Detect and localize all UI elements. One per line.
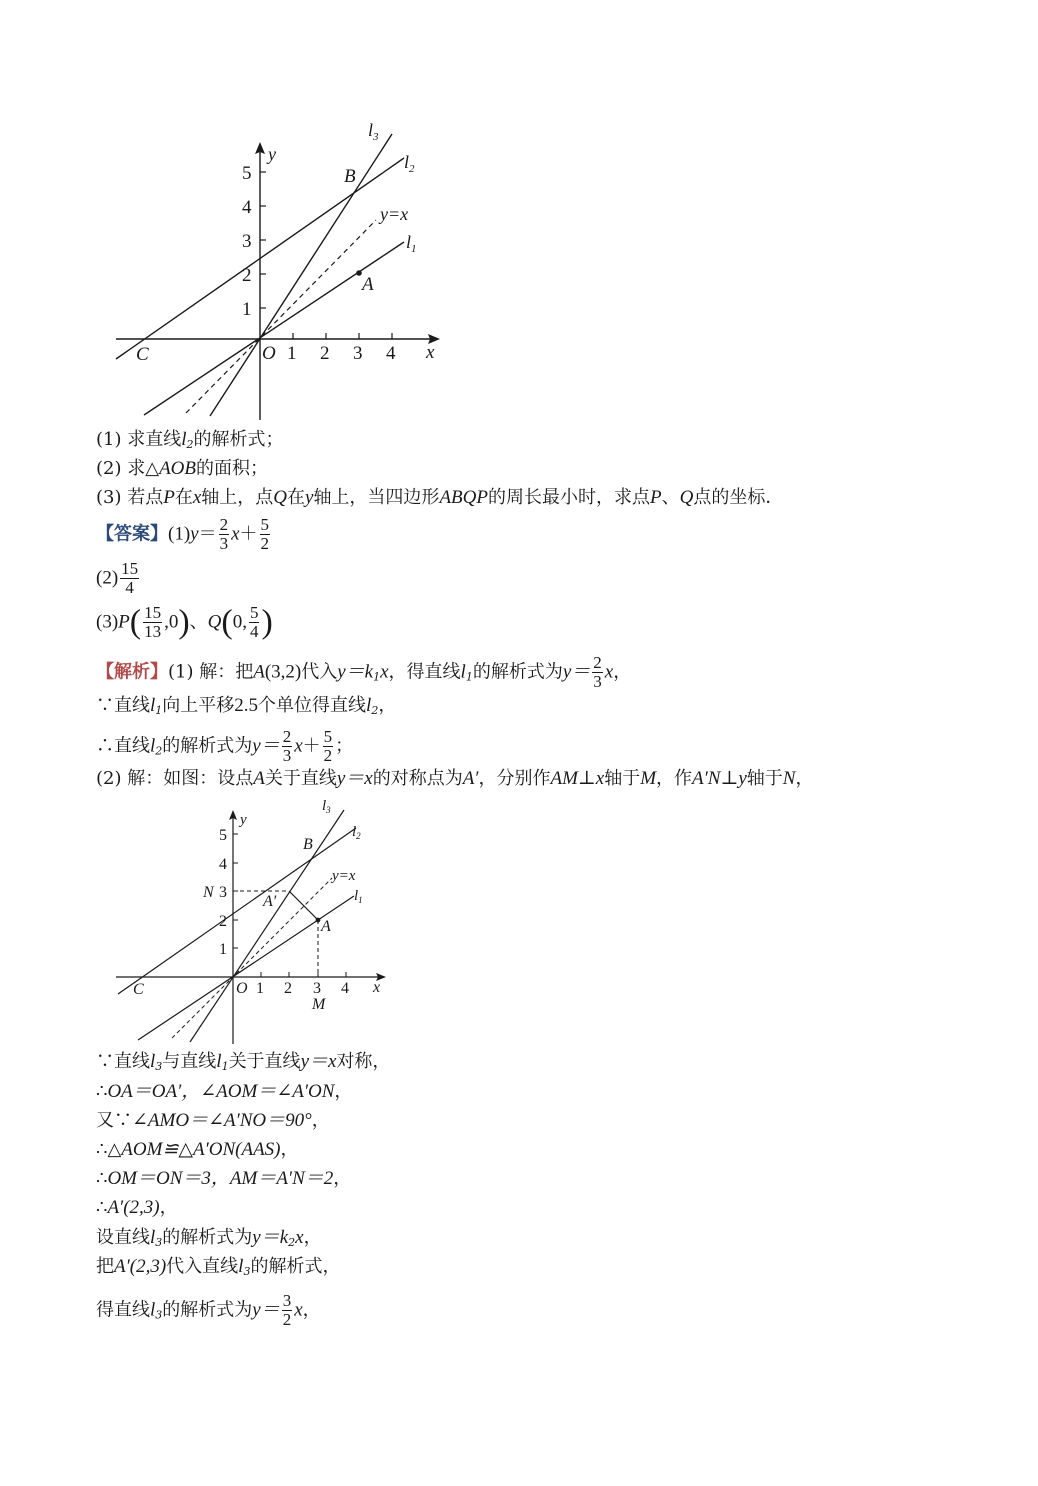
label-l1: $l_1$	[354, 888, 363, 905]
label-l3: $l_3$	[368, 120, 379, 143]
answer-1: 【答案】(1)y＝ $\frac{2}{3}$ x＋ $\frac{5}{2}$	[96, 515, 270, 553]
analysis-step-2: ∵直线$l_1$向上平移2.5个单位得直线$l_2$，	[96, 695, 397, 717]
y-tick-label: 4	[219, 856, 227, 873]
question-3: (3) 若点P在x轴上，点Q在y轴上，当四边形ABQP的周长最小时，求点P、Q点的坐标．	[96, 487, 784, 508]
y-axis-label: y	[240, 812, 247, 828]
x-tick-label: 1	[256, 980, 264, 997]
proof-line: 把A′(2,3)代入直线$l_3$的解析式，	[96, 1256, 341, 1278]
fraction: $\frac{3}{2}$	[282, 1291, 292, 1329]
line-l1	[144, 242, 404, 415]
question-2: (2) 求△AOB的面积；	[96, 458, 268, 479]
analysis-step-3: ∴直线$l_2$的解析式为y＝ $\frac{2}{3}$ x＋ $\frac{5}{2}$ ；	[96, 727, 354, 765]
proof-line: ∴OM＝ON＝3，AM＝A′N＝2，	[96, 1168, 352, 1189]
question-1: (1) 求直线$l_2$的解析式；	[96, 429, 284, 451]
y-tick-label: 5	[219, 827, 227, 844]
figure-1-graph	[100, 110, 460, 430]
x-axis-label: x	[373, 979, 381, 996]
line-l2	[118, 828, 356, 994]
answer-2: (2) $\frac{15}{4}$	[96, 559, 139, 597]
point-M-label: M	[312, 996, 326, 1013]
label-l1: $l_1$	[406, 232, 417, 255]
point-C-label: C	[136, 344, 149, 365]
y-tick-label: 2	[242, 265, 252, 286]
point-B-label: B	[303, 836, 313, 853]
label-l2: $l_2$	[404, 152, 415, 175]
y-tick-label: 3	[219, 884, 227, 901]
fraction: $\frac{15}{13}$	[144, 603, 162, 641]
analysis-step-1: 【解析】(1) 解：把A(3,2)代入$y=k_1x$，得直线$l_1$的解析式为y＝ $\frac{2}{3}$ x，	[96, 653, 632, 691]
point-A-label: A	[362, 274, 374, 295]
x-tick-label: 4	[386, 343, 396, 364]
y-axis-label: y	[268, 144, 276, 164]
origin-label: O	[236, 980, 248, 997]
y-tick-label: 4	[242, 197, 252, 218]
point-B-label: B	[344, 166, 356, 187]
fraction: $\frac{5}{2}$	[323, 727, 333, 765]
line-y-equals-x	[186, 220, 376, 413]
proof-line: 得直线$l_3$的解析式为y＝ $\frac{3}{2}$ x，	[96, 1291, 321, 1329]
y-tick-label: 5	[242, 163, 252, 184]
proof-line: 设直线$l_3$的解析式为$y=k_2x$，	[96, 1227, 322, 1249]
proof-line: 又∵∠AMO＝∠A′NO＝90°，	[96, 1110, 330, 1131]
point-A-prime-label: A′	[263, 893, 277, 910]
label-y-equals-x: y=x	[380, 204, 409, 224]
origin-label: O	[262, 343, 276, 364]
x-tick-label: 2	[284, 980, 292, 997]
x-tick-label: 2	[320, 343, 330, 364]
proof-line: ∵直线$l_3$与直线$l_1$关于直线y＝x对称，	[96, 1051, 391, 1073]
fraction: $\frac{15}{4}$	[121, 559, 139, 597]
x-tick-label: 3	[353, 343, 363, 364]
label-l3: $l_3$	[322, 798, 331, 815]
figure-2-graph	[100, 796, 400, 1048]
label-y-equals-x: y=x	[332, 868, 356, 884]
y-tick-label: 3	[242, 231, 252, 252]
answer-3: (3)P( $\frac{15}{13}$ ,0)、Q(0, $\frac{5}{4}$ )	[96, 603, 273, 641]
x-tick-label: 4	[341, 980, 349, 997]
y-tick-label: 2	[219, 913, 227, 930]
point-A-label: A	[321, 918, 331, 935]
x-axis-label: x	[426, 342, 435, 363]
point-A	[356, 270, 362, 276]
x-tick-label: 1	[287, 343, 297, 364]
point-N-label: N	[203, 884, 214, 901]
proof-line: ∴OA＝OA′，∠AOM＝∠A′ON，	[96, 1081, 353, 1102]
y-tick-label: 1	[242, 299, 252, 320]
label-l2: $l_2$	[352, 824, 361, 841]
proof-line: ∴△AOM≌△A′ON(AAS)，	[96, 1139, 299, 1160]
y-tick-label: 1	[219, 941, 227, 958]
proof-line: ∴A′(2,3)，	[96, 1197, 178, 1218]
analysis-step-4: (2) 解：如图：设点A关于直线y＝x的对称点为A′，分别作AM⊥x轴于M，作A′N⊥y轴于N，	[96, 768, 814, 789]
line-y-equals-x	[172, 878, 332, 1038]
segment-A-A-prime	[289, 891, 318, 920]
fraction: $\frac{5}{2}$	[260, 515, 270, 553]
point-A	[316, 918, 321, 923]
fraction: $\frac{2}{3}$	[593, 653, 602, 691]
fraction: $\frac{5}{4}$	[249, 603, 259, 641]
fraction: $\frac{2}{3}$	[219, 515, 229, 553]
x-tick-label: 3	[313, 980, 321, 997]
point-C-label: C	[133, 981, 144, 998]
fraction: $\frac{2}{3}$	[282, 727, 292, 765]
